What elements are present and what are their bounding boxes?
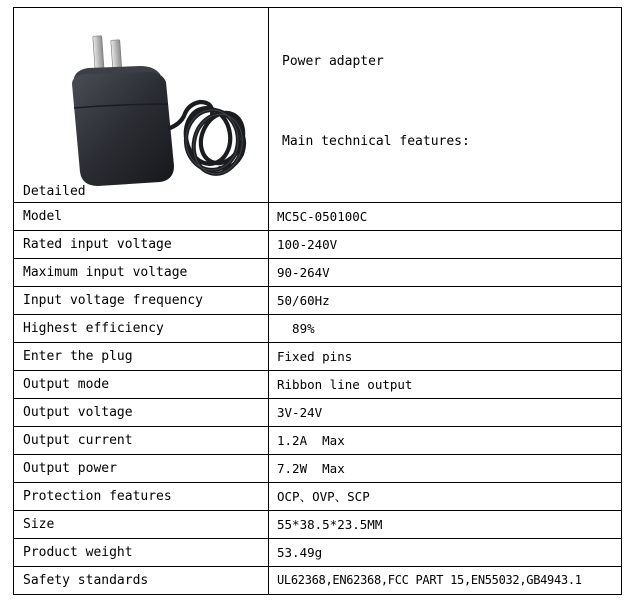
spec-label: Safety standards [14, 567, 269, 595]
spec-label: Output voltage [14, 399, 269, 427]
spec-row-input-voltage-frequency [14, 287, 622, 315]
spec-label: Output current [14, 427, 269, 455]
spec-row-highest-efficiency [14, 315, 622, 343]
spec-row-model [14, 203, 622, 231]
power-adapter-icon [62, 32, 252, 192]
image-cell [14, 8, 269, 203]
spec-label: Product weight [14, 539, 269, 567]
features-heading: Main technical features: [282, 134, 470, 149]
header-row [14, 8, 622, 203]
spec-value: 53.49g [269, 539, 622, 567]
spec-label: Size [14, 511, 269, 539]
spec-label: Protection features [14, 483, 269, 511]
spec-value: OCP、OVP、SCP [269, 483, 622, 511]
spec-value: 100-240V [269, 231, 622, 259]
spec-value: 1.2A Max [269, 427, 622, 455]
description-cell [269, 8, 622, 203]
image-caption: Detailed [23, 184, 86, 199]
spec-value: 3V-24V [269, 399, 622, 427]
spec-row-output-current [14, 427, 622, 455]
spec-row-output-power [14, 455, 622, 483]
spec-row-output-mode [14, 371, 622, 399]
spec-label: Maximum input voltage [14, 259, 269, 287]
spec-row-protection-features [14, 483, 622, 511]
spec-value: 90-264V [269, 259, 622, 287]
spec-value: Ribbon line output [269, 371, 622, 399]
spec-row-size [14, 511, 622, 539]
spec-row-enter-the-plug [14, 343, 622, 371]
spec-value: MC5C-050100C [269, 203, 622, 231]
spec-value: 50/60Hz [269, 287, 622, 315]
spec-row-maximum-input-voltage [14, 259, 622, 287]
spec-label: Model [14, 203, 269, 231]
spec-value: UL62368,EN62368,FCC PART 15,EN55032,GB4943.1 [269, 567, 622, 595]
spec-label: Input voltage frequency [14, 287, 269, 315]
spec-row-safety-standards [14, 567, 622, 595]
spec-label: Output power [14, 455, 269, 483]
spec-table [13, 7, 622, 595]
spec-value: 55*38.5*23.5MM [269, 511, 622, 539]
product-title: Power adapter [282, 54, 384, 69]
spec-row-output-voltage [14, 399, 622, 427]
spec-label: Highest efficiency [14, 315, 269, 343]
spec-label: Rated input voltage [14, 231, 269, 259]
spec-label: Output mode [14, 371, 269, 399]
spec-label: Enter the plug [14, 343, 269, 371]
spec-value: 89% [269, 315, 622, 343]
spec-row-rated-input-voltage [14, 231, 622, 259]
spec-row-product-weight [14, 539, 622, 567]
description-block [282, 17, 603, 203]
spec-value: Fixed pins [269, 343, 622, 371]
spec-value: 7.2W Max [269, 455, 622, 483]
